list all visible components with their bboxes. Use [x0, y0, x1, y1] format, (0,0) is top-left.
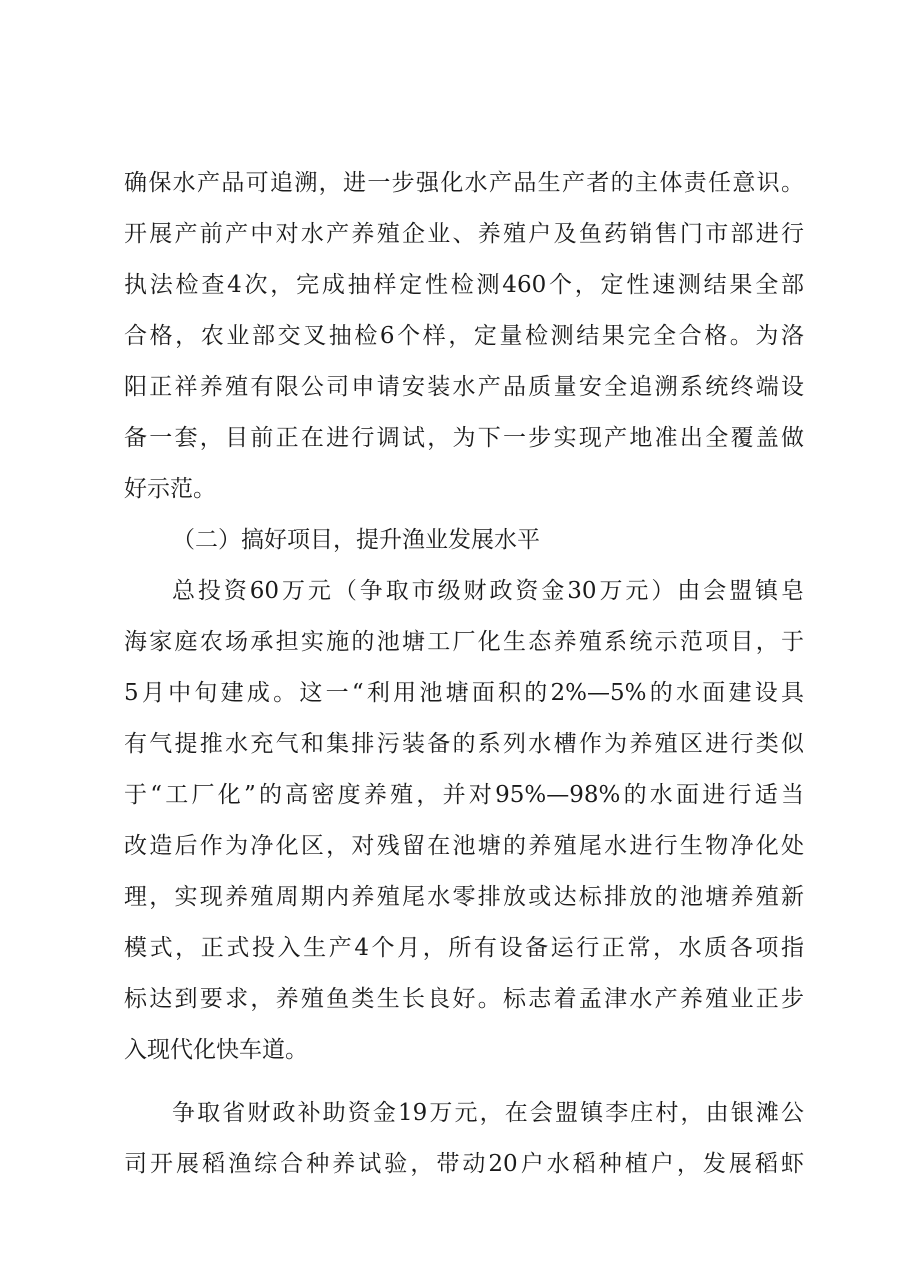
paragraph-line: 确保水产品可追溯，进一步强化水产品生产者的主体责任意识。 — [124, 170, 804, 196]
paragraph-line: 总投资60万元（争取市级财政资金30万元）由会盟镇皂 — [172, 578, 804, 604]
paragraph-line: 海家庭农场承担实施的池塘工厂化生态养殖系统示范项目，于 — [124, 629, 804, 655]
paragraph-line: 有气提推水充气和集排污装备的系列水槽作为养殖区进行类似 — [124, 731, 804, 757]
paragraph-line: 标达到要求，养殖鱼类生长良好。标志着孟津水产养殖业正步 — [124, 986, 804, 1012]
paragraph-line: 模式，正式投入生产4个月，所有设备运行正常，水质各项指 — [124, 935, 804, 961]
paragraph-line: 于“工厂化”的高密度养殖，并对95%—98%的水面进行适当 — [124, 782, 804, 808]
paragraph-line: 合格，农业部交叉抽检6个样，定量检测结果完全合格。为洛 — [124, 323, 804, 349]
paragraph-line: 争取省财政补助资金19万元，在会盟镇李庄村，由银滩公 — [172, 1100, 804, 1126]
paragraph-line: 5月中旬建成。这一“利用池塘面积的2%—5%的水面建设具 — [124, 680, 804, 706]
paragraph-line: 好示范。 — [124, 476, 216, 502]
paragraph-line: 入现代化快车道。 — [124, 1037, 308, 1063]
paragraph-line: 改造后作为净化区，对残留在池塘的养殖尾水进行生物净化处 — [124, 833, 804, 859]
section-heading: （二）搞好项目，提升渔业发展水平 — [172, 527, 540, 553]
paragraph-line: 司开展稻渔综合种养试验，带动20户水稻种植户，发展稻虾 — [124, 1151, 804, 1177]
paragraph-line: 阳正祥养殖有限公司申请安装水产品质量安全追溯系统终端设 — [124, 374, 804, 400]
paragraph-line: 开展产前产中对水产养殖企业、养殖户及鱼药销售门市部进行 — [124, 221, 804, 247]
paragraph-line: 备一套，目前正在进行调试，为下一步实现产地准出全覆盖做 — [124, 425, 804, 451]
paragraph-line: 理，实现养殖周期内养殖尾水零排放或达标排放的池塘养殖新 — [124, 884, 804, 910]
paragraph-line: 执法检查4次，完成抽样定性检测460个，定性速测结果全部 — [124, 272, 804, 298]
